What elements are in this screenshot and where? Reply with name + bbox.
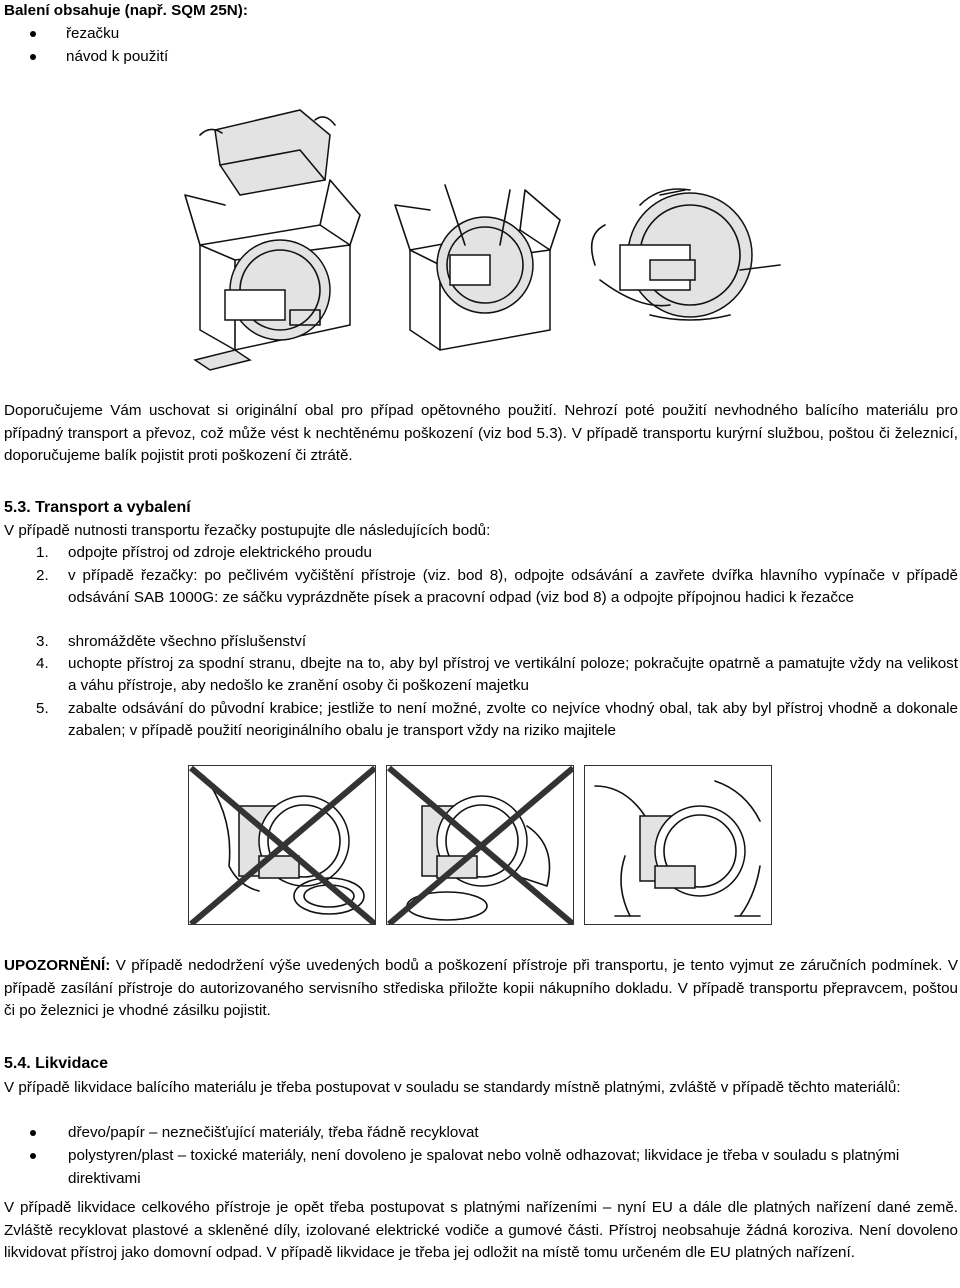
unpacking-illustration [180, 95, 960, 375]
disposal-item: polystyren/plast – toxické materiály, není dovoleno je spalovat nebo volně odhazovat; likvidace je třeba v souladu s platnými direktivami [68, 1147, 900, 1187]
recommend-paragraph: Doporučujeme Vám uschovat si originální obal pro případ opětovného použití. Nehrozí poté použití nevhodného balícího materiálu pro případný transport a převoz, což může vést k nechtěnému poškození (viz bod 5.3). V případě transportu kurýrní službou, poštou či železnicí, doporučujeme balík pojistit proti poškození či ztrátě. [4, 402, 958, 464]
disposal-closing: V případě likvidace celkového přístroje je opět třeba postupovat s platnými nařízeními – nyní EU a dále dle platných nařízení dané země. Zvláště recyklovat plastové a skleněné díly, izolované elektrické vodiče a gumové části. Přístroj neobsahuje žádná koroziva. Není dovoleno likvidovat přístroj jako domovní odpad. V případě likvidace je třeba jej odložit na místě tomu určeném dle EU platných nařízení. [4, 1199, 958, 1261]
package-item: řezačku [66, 25, 120, 42]
step-text: odpojte přístroj od zdroje elektrického proudu [68, 544, 372, 561]
transport-heading: 5.3. Transport a vybalení [4, 499, 191, 516]
step-text: uchopte přístroj za spodní stranu, dbejte na to, aby byl přístroj ve vertikální poloze; pokračujte opatrně a pamatujte vždy na velikost a váhu přístroje, aby nedošlo ke zranění osoby či poškození majetku [68, 655, 958, 694]
lifting-illustration-wrong [188, 765, 376, 925]
step-number: 2. [36, 567, 49, 584]
bullet-icon [30, 1153, 36, 1159]
step-number: 4. [36, 655, 49, 672]
package-heading: Balení obsahuje (např. SQM 25N): [4, 2, 248, 19]
disposal-item: dřevo/papír – neznečišťující materiály, třeba řádně recyklovat [68, 1124, 479, 1141]
step-text: v případě řezačky: po pečlivém vyčištění přístroje (viz. bod 8), odpojte odsávání a zavřete dvířka hlavního vypínače v případě odsávání SAB 1000G: ze sáčku vyprázdněte písek a pracovní odpad (viz bod 8) a odpojte přípojnou hadici k řezačce [68, 567, 958, 606]
disposal-intro: V případě likvidace balícího materiálu je třeba postupovat v souladu se standardy místně platnými, zvláště v případě těchto materiálů: [4, 1079, 901, 1096]
bullet-icon [30, 1130, 36, 1136]
step-number: 5. [36, 700, 49, 717]
transport-intro: V případě nutnosti transportu řezačky postupujte dle následujících bodů: [4, 522, 491, 539]
lifting-illustration-correct [584, 765, 772, 925]
step-text: zabalte odsávání do původní krabice; jestliže to není možné, zvolte co nejvíce vhodný obal, tak aby byl přístroj vhodně a dokonale zabalen; v případě použití neoriginálního obalu je transport vždy na riziko majitele [68, 700, 958, 739]
warning-label: UPOZORNĚNÍ: [4, 957, 111, 974]
package-item: návod k použití [66, 48, 169, 65]
warning-text: V případě nedodržení výše uvedených bodů a poškození přístroje při transportu, je tento vyjmut ze záručních podmínek. V případě zasílání přístroje do autorizovaného servisního střediska přiložte kopii nákupního dokladu. V případě transportu přepravcem, poštou či po železnici je vhodné zásilku pojistit. [4, 957, 958, 1019]
lifting-illustration-wrong [386, 765, 574, 925]
step-text: shromážděte všechno příslušenství [68, 633, 307, 650]
warning-paragraph [4, 955, 958, 1023]
step-number: 1. [36, 544, 49, 561]
bullet-icon [30, 54, 36, 60]
bullet-icon [30, 31, 36, 37]
step-number: 3. [36, 633, 49, 650]
disposal-heading: 5.4. Likvidace [4, 1055, 109, 1072]
